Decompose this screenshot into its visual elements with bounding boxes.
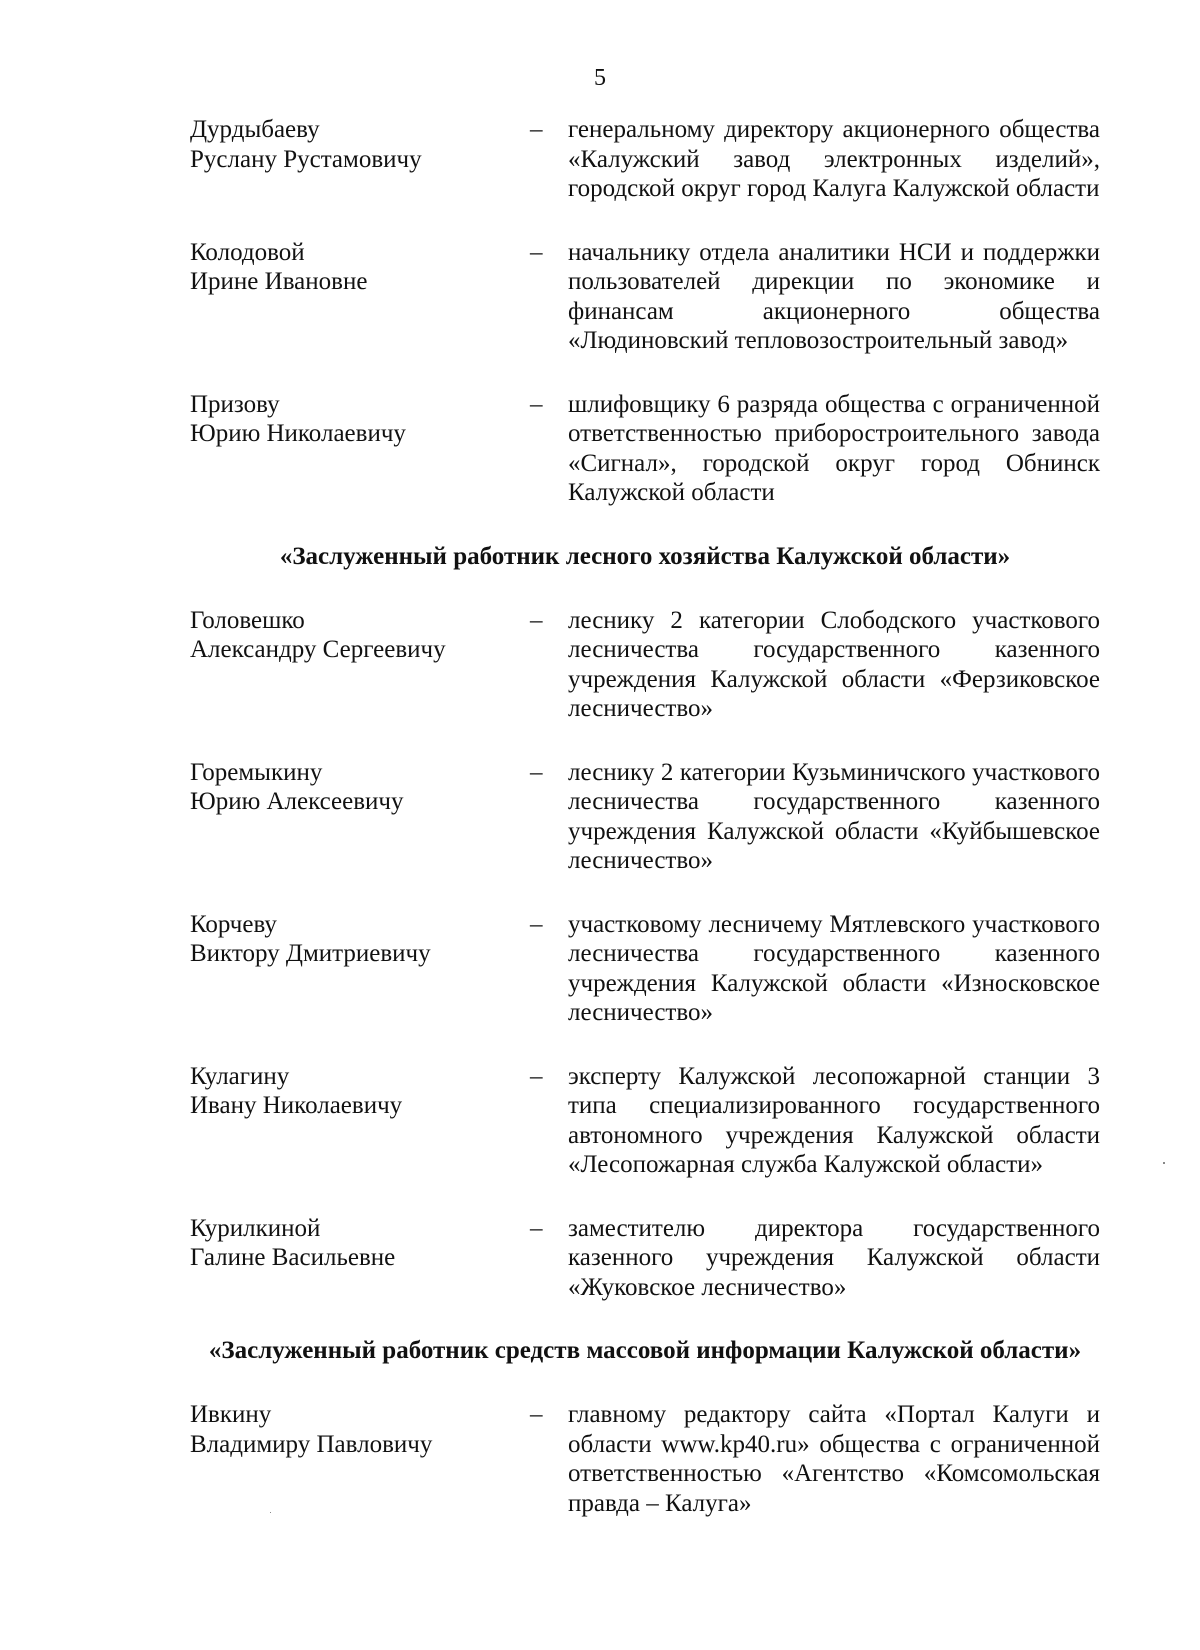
recipient-position: участковому лесничему Мятлевского участкового лесничества государственного казенного учреждения Калужской области «Износковское лесничество» [568, 910, 1100, 1026]
recipient-surname: Корчеву [190, 910, 277, 938]
recipient-position: шлифовщику 6 разряда общества с ограниченной ответственностью приборостроительного завода «Сигнал», городской округ город Обнинск Калужской области [568, 390, 1100, 506]
recipient-name [190, 238, 530, 356]
recipient-given-names: Руслану Рустамовичу [190, 145, 422, 173]
recipient-name [190, 910, 530, 1028]
dash-separator: – [530, 606, 543, 634]
list-item [190, 238, 1100, 356]
dash-separator: – [530, 238, 543, 266]
dash-separator: – [530, 390, 543, 418]
dash-separator: – [530, 116, 543, 143]
recipient-position: заместителю директора государственного казенного учреждения Калужской области «Жуковское лесничество» [568, 1214, 1100, 1301]
recipient-position: главному редактору сайта «Портал Калуги и области www.kp40.ru» общества с ограниченной ответственностью «Агентство «Комсомольская правда – Калуга» [568, 1401, 1100, 1517]
dash-separator: – [530, 1062, 543, 1090]
recipient-name [190, 1400, 530, 1518]
recipient-name [190, 115, 530, 204]
award-list [190, 115, 1100, 1552]
recipient-position: начальнику отдела аналитики НСИ и поддержки пользователей дирекции по экономике и финансам акционерного общества «Людиновский тепловозостроительный завод» [568, 238, 1100, 354]
list-item [190, 115, 1100, 204]
recipient-surname: Ивкину [190, 1401, 272, 1428]
recipient-surname: Дурдыбаеву [190, 116, 320, 143]
list-item [190, 1400, 1100, 1518]
recipient-surname: Горемыкину [190, 758, 323, 786]
recipient-surname: Кулагину [190, 1062, 290, 1090]
list-item [190, 1062, 1100, 1180]
recipient-name [190, 390, 530, 508]
list-item [190, 910, 1100, 1028]
recipient-surname: Головешко [190, 606, 305, 634]
recipient-name [190, 1214, 530, 1303]
recipient-given-names: Александру Сергеевичу [190, 636, 446, 663]
dash-separator: – [530, 1401, 543, 1428]
recipient-position: леснику 2 категории Слободского участкового лесничества государственного казенного учреждения Калужской области «Ферзиковское лесничество» [568, 606, 1100, 722]
dash-separator: – [530, 910, 543, 938]
recipient-name [190, 1062, 530, 1180]
recipient-surname: Курилкиной [190, 1214, 321, 1242]
recipient-position: эксперту Калужской лесопожарной станции 3 типа специализированного государственного автономного учреждения Калужской области «Лесопожарная служба Калужской области» [568, 1062, 1100, 1178]
dash-separator: – [530, 758, 543, 786]
list-item [190, 606, 1100, 724]
list-item [190, 390, 1100, 508]
recipient-surname: Призову [190, 390, 280, 418]
recipient-name [190, 606, 530, 724]
recipient-position: генеральному директору акционерного общества «Калужский завод электронных изделий», городской округ город Калуга Калужской области [568, 116, 1100, 202]
recipient-given-names: Владимиру Павловичу [190, 1430, 433, 1458]
section-heading-mass-media: «Заслуженный работник средств массовой информации Калужской области» [208, 1337, 1082, 1364]
list-item [190, 1214, 1100, 1303]
recipient-given-names: Ирине Ивановне [190, 268, 368, 295]
recipient-given-names: Ивану Николаевичу [190, 1092, 403, 1119]
scan-speck [270, 1512, 271, 1513]
page-number: 5 [594, 65, 606, 91]
recipient-given-names: Галине Васильевне [190, 1244, 396, 1271]
recipient-given-names: Юрию Николаевичу [190, 420, 406, 447]
dash-separator: – [530, 1214, 543, 1242]
recipient-position: леснику 2 категории Кузьминичского участкового лесничества государственного казенного учреждения Калужской области «Куйбышевское лесничество» [568, 758, 1100, 874]
recipient-surname: Колодовой [190, 238, 305, 266]
recipient-given-names: Юрию Алексеевичу [190, 788, 404, 815]
recipient-given-names: Виктору Дмитриевичу [190, 940, 431, 967]
list-item [190, 758, 1100, 876]
recipient-name [190, 758, 530, 876]
section-heading-forestry: «Заслуженный работник лесного хозяйства Калужской области» [279, 542, 1011, 570]
scan-speck [1163, 1162, 1165, 1164]
